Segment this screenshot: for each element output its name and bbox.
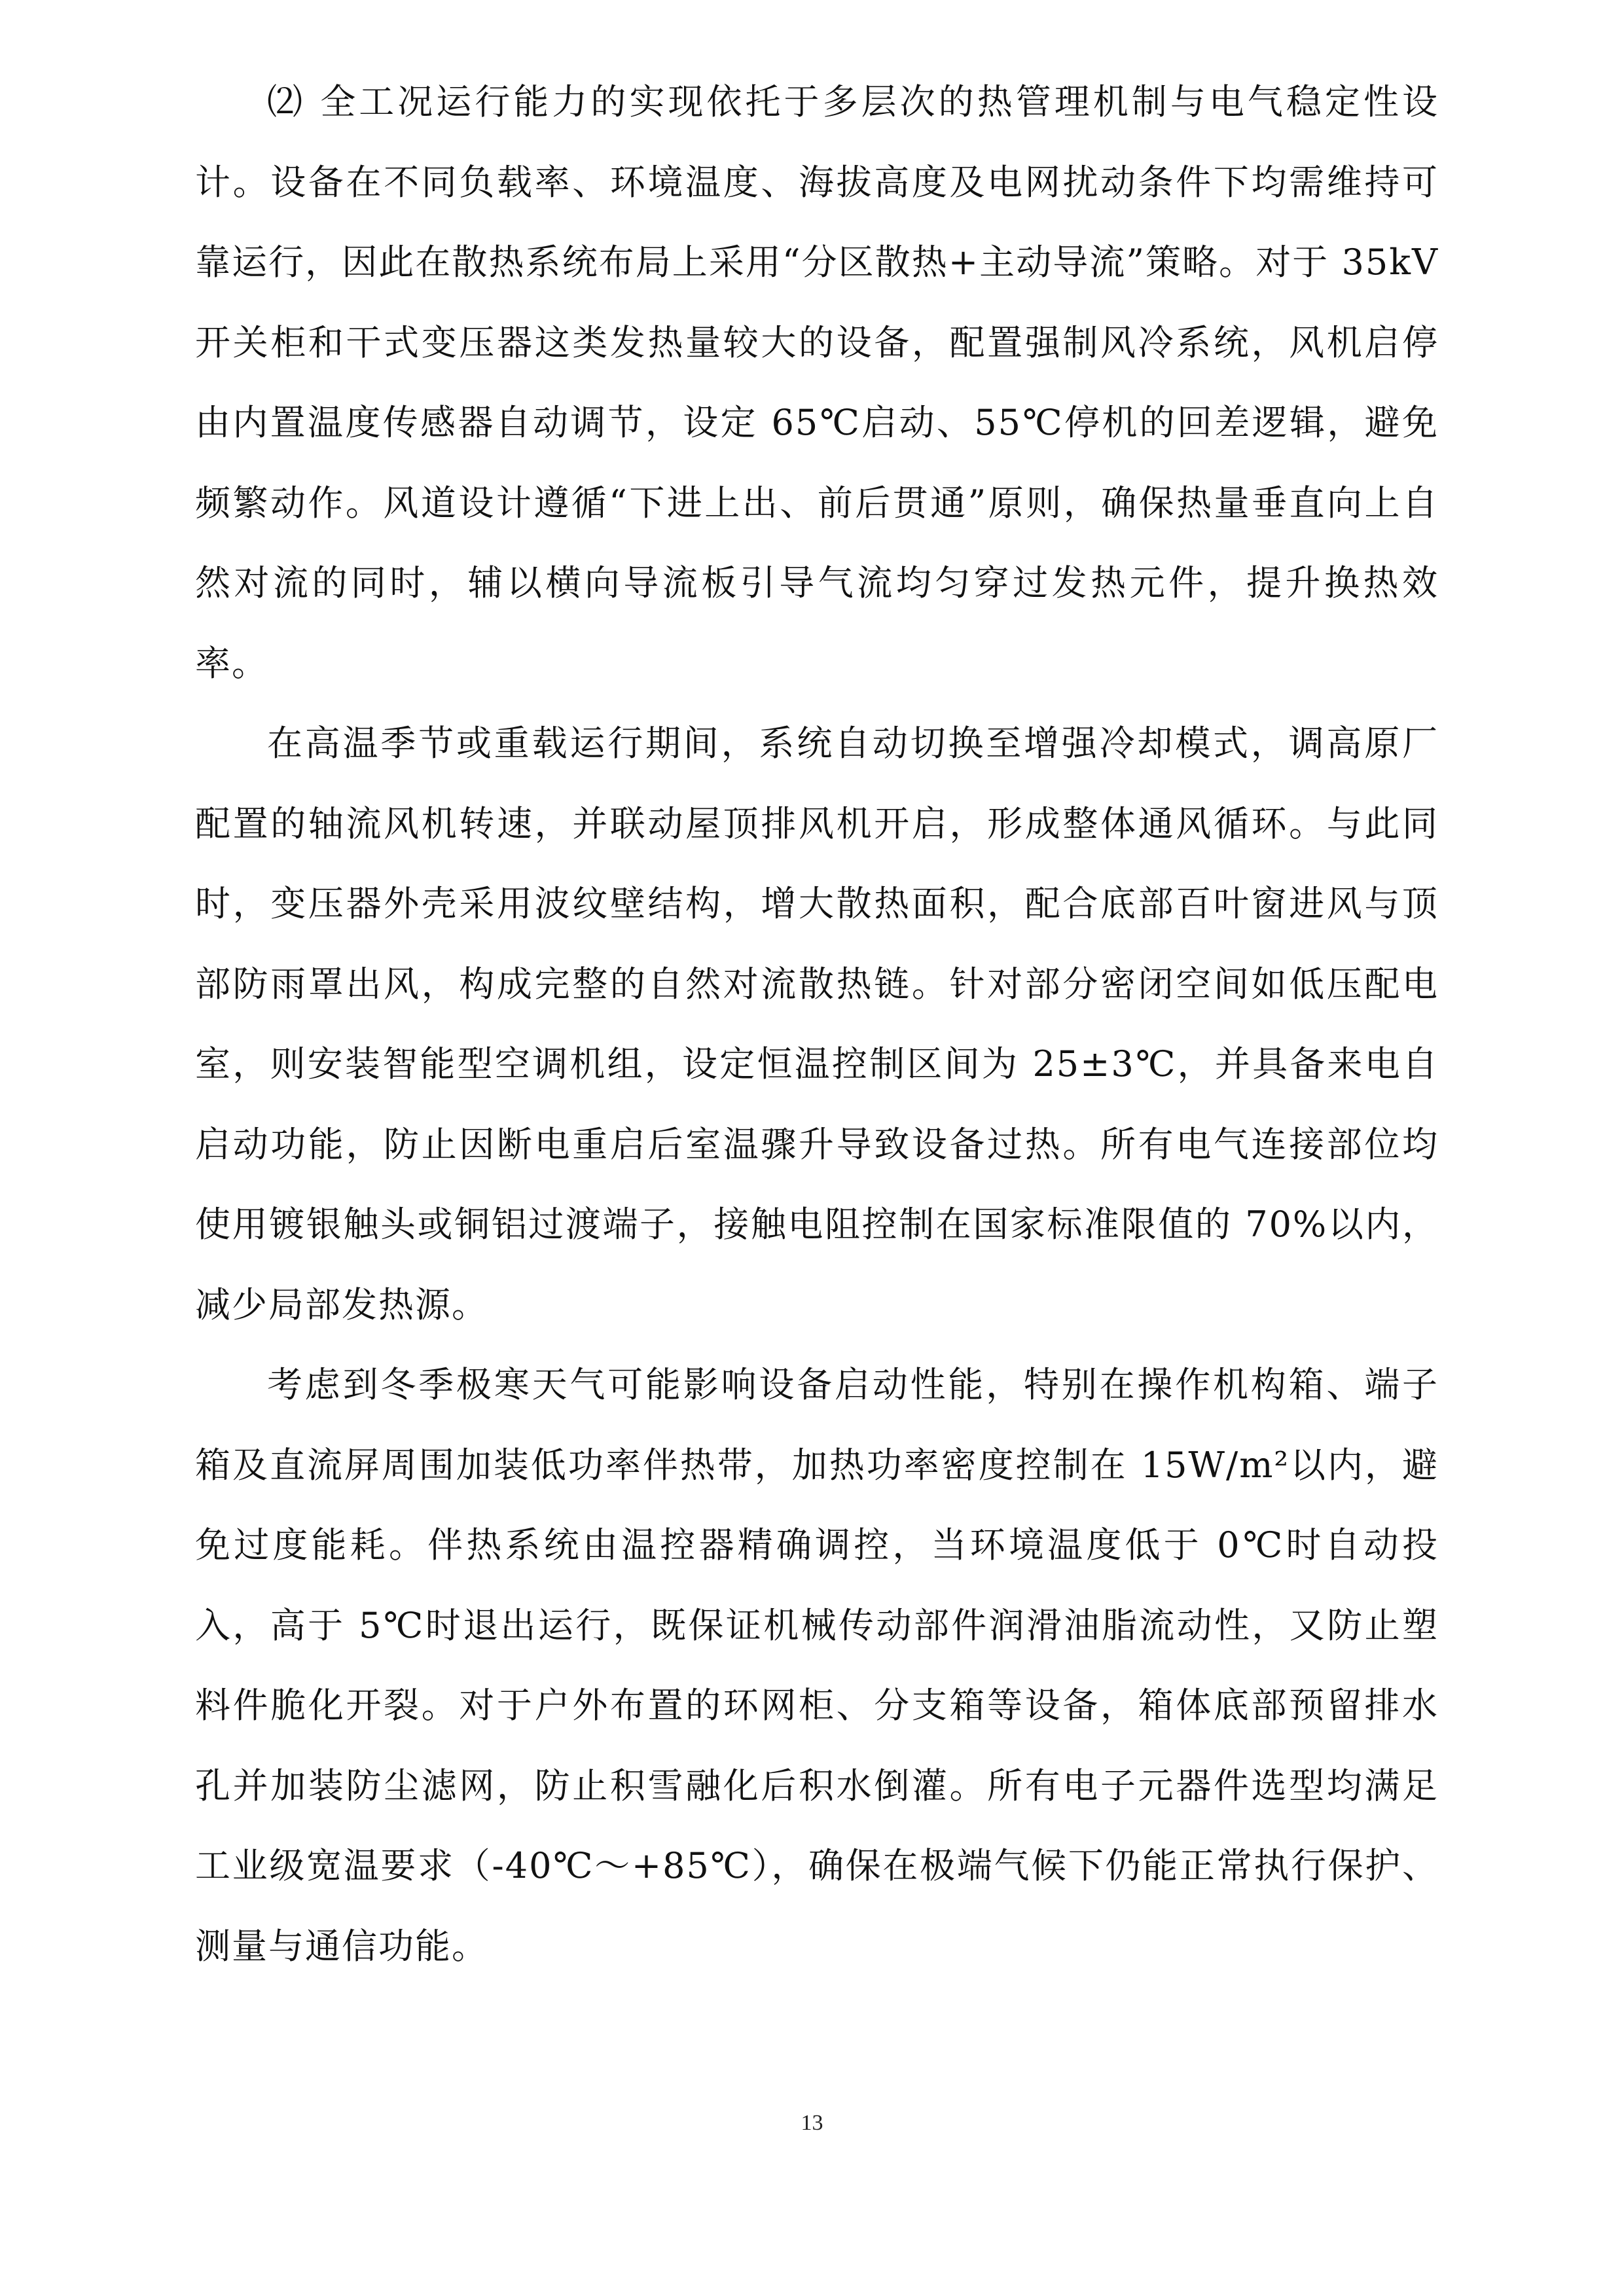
page-number: 13	[801, 2111, 823, 2135]
paragraph-cold-weather-protection: 考虑到冬季极寒天气可能影响设备启动性能，特别在操作机构箱、端子箱及直流屏周围加装低功率伴热带，加热功率密度控制在 15W/m²以内，避免过度能耗。伴热系统由温控器精确调控，当环境温度低于 0℃时自动投入，高于 5℃时退出运行，既保证机械传动部件润滑油脂流动性，又防止塑料件脆化开裂。对于户外布置的环网柜、分支箱等设备，箱体底部预留排水孔并加装防尘滤网，防止积雪融化后积水倒灌。所有电子元器件选型均满足工业级宽温要求（-40℃～+85℃），确保在极端气候下仍能正常执行保护、测量与通信功能。	[195, 1364, 1439, 1967]
paragraph-high-temperature-cooling: 在高温季节或重载运行期间，系统自动切换至增强冷却模式，调高原厂配置的轴流风机转速，并联动屋顶排风机开启，形成整体通风循环。与此同时，变压器外壳采用波纹壁结构，增大散热面积，配合底部百叶窗进风与顶部防雨罩出风，构成完整的自然对流散热链。针对部分密闭空间如低压配电室，则安装智能型空调机组，设定恒温控制区间为 25±3℃，并具备来电自启动功能，防止因断电重启后室温骤升导致设备过热。所有电气连接部位均使用镀银触头或铜铝过渡端子，接触电阻控制在国家标准限值的 70%以内，减少局部发热源。	[195, 723, 1439, 1325]
page-body	[195, 62, 1439, 1986]
paragraph-thermal-management: ⑵ 全工况运行能力的实现依托于多层次的热管理机制与电气稳定性设计。设备在不同负载率、环境温度、海拔高度及电网扰动条件下均需维持可靠运行，因此在散热系统布局上采用“分区散热+主动导流”策略。对于 35kV 开关柜和干式变压器这类发热量较大的设备，配置强制风冷系统，风机启停由内置温度传感器自动调节，设定 65℃启动、55℃停机的回差逻辑，避免频繁动作。风道设计遵循“下进上出、前后贯通”原则，确保热量垂直向上自然对流的同时，辅以横向导流板引导气流均匀穿过发热元件，提升换热效率。	[195, 81, 1439, 684]
